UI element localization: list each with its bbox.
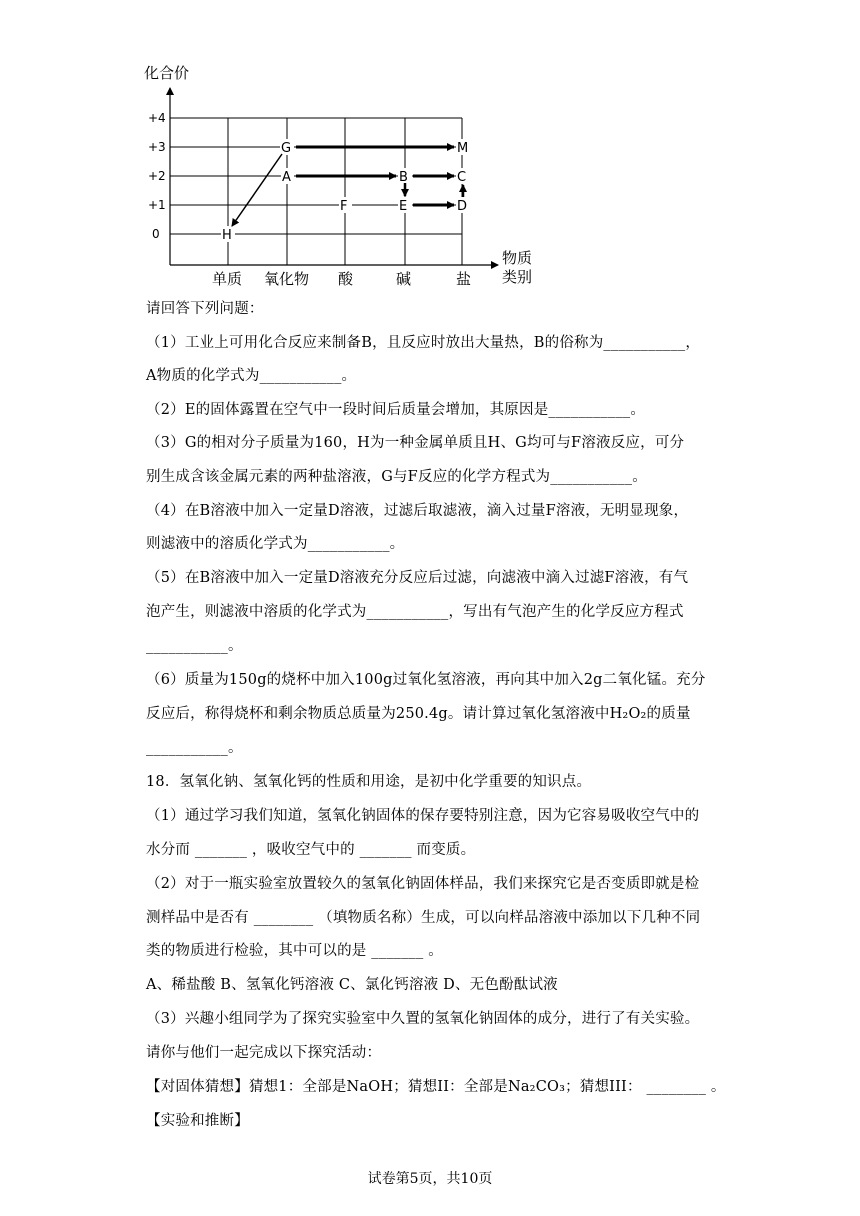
question-5-line-3: ___________。 — [146, 638, 243, 654]
problem-18-q2-line-1: （2）对于一瓶实验室放置较久的氢氧化钠固体样品，我们来探究它是否变质即就是检 — [146, 876, 700, 892]
problem-18-q1-line-1: （1）通过学习我们知道，氢氧化钠固体的保存要特别注意，因为它容易吸收空气中的 — [146, 808, 700, 824]
y-tick-+4: +4 — [148, 111, 166, 125]
problem-18-q3-line-2: 请你与他们一起完成以下探究活动： — [146, 1045, 382, 1061]
problem-18-options: A、稀盐酸 B、氢氧化钙溶液 C、氯化钙溶液 D、无色酚酞试液 — [146, 977, 558, 993]
valence-class-diagram — [130, 58, 550, 290]
prompt-line: 请回答下列问题： — [146, 301, 264, 317]
problem-18-q2-line-2: 测样品中是否有 ________ （填物质名称）生成，可以向样品溶液中添加以下几种不同 — [146, 910, 701, 926]
problem-18-q1-line-2: 水分而 _______ ，吸收空气中的 _______ 而变质。 — [146, 842, 476, 858]
question-4-line-1: （4）在B溶液中加入一定量D溶液，过滤后取滤液，滴入过量F溶液，无明显现象， — [146, 503, 689, 519]
y-tick-+1: +1 — [148, 198, 166, 212]
arrows — [232, 147, 463, 226]
point-labels — [221, 139, 472, 243]
point-g: G — [281, 141, 292, 156]
y-tick-+3: +3 — [148, 140, 166, 154]
question-6-line-1: （6）质量为150g的烧杯中加入100g过氧化氢溶液，再向其中加入2g二氧化锰。充分 — [146, 672, 706, 688]
grid — [170, 118, 462, 265]
problem-18-q2-line-3: 类的物质进行检验，其中可以的是 _______ 。 — [146, 943, 443, 959]
x-axis-title-2: 类别 — [502, 268, 533, 286]
question-3-line-1: （3）G的相对分子质量为160，H为一种金属单质且H、G均可与F溶液反应，可分 — [146, 435, 685, 451]
point-b: B — [399, 170, 408, 185]
question-1-line-1: （1）工业上可用化合反应来制备B，且反应时放出大量热，B的俗称为___________， — [146, 335, 701, 351]
x-category-element: 单质 — [212, 270, 243, 288]
question-6-line-2: 反应后，称得烧杯和剩余物质总质量为250.4g。请计算过氧化氢溶液中H₂O₂的质量 — [146, 706, 691, 722]
problem-18-hypothesis: 【对固体猜想】猜想1：全部是NaOH；猜想II：全部是Na₂CO₃；猜想III： ________ 。 — [146, 1079, 726, 1095]
y-tick-+2: +2 — [148, 169, 166, 183]
question-6-line-3: ___________。 — [146, 740, 243, 756]
point-a: A — [282, 170, 291, 185]
question-3-line-2: 别生成含该金属元素的两种盐溶液，G与F反应的化学方程式为___________。 — [146, 469, 647, 485]
question-2-line: （2）E的固体露置在空气中一段时间后质量会增加，其原因是___________。 — [146, 402, 646, 418]
question-5-line-2: 泡产生，则滤液中溶质的化学式为___________，写出有气泡产生的化学反应方程式 — [146, 604, 684, 620]
arrow-g-to-h — [232, 154, 282, 226]
question-1-line-2: A物质的化学式为___________。 — [146, 368, 357, 384]
page-footer: 试卷第5页，共10页 — [367, 1171, 493, 1187]
y-axis-title: 化合价 — [144, 64, 190, 82]
point-m: M — [457, 141, 469, 156]
question-5-line-1: （5）在B溶液中加入一定量D溶液充分反应后过滤，向滤液中滴入过滤F溶液，有气 — [146, 570, 689, 586]
problem-18-title: 18．氢氧化钠、氢氧化钙的性质和用途，是初中化学重要的知识点。 — [146, 774, 592, 790]
x-category-oxide: 氧化物 — [264, 270, 310, 288]
point-c: C — [457, 170, 467, 185]
point-f: F — [340, 199, 348, 214]
question-4-line-2: 则滤液中的溶质化学式为___________。 — [146, 536, 405, 552]
problem-18-experiment-heading: 【实验和推断】 — [146, 1113, 249, 1129]
point-h: H — [222, 228, 232, 243]
point-e: E — [399, 199, 408, 214]
x-category-salt: 盐 — [456, 270, 472, 288]
problem-18-q3-line-1: （3）兴趣小组同学为了探究实验室中久置的氢氧化钠固体的成分，进行了有关实验。 — [146, 1011, 700, 1027]
x-axis-title-1: 物质 — [502, 249, 533, 267]
y-tick-0: 0 — [152, 227, 160, 241]
point-d: D — [457, 199, 468, 214]
x-category-acid: 酸 — [338, 270, 354, 288]
x-category-base: 碱 — [396, 270, 412, 288]
